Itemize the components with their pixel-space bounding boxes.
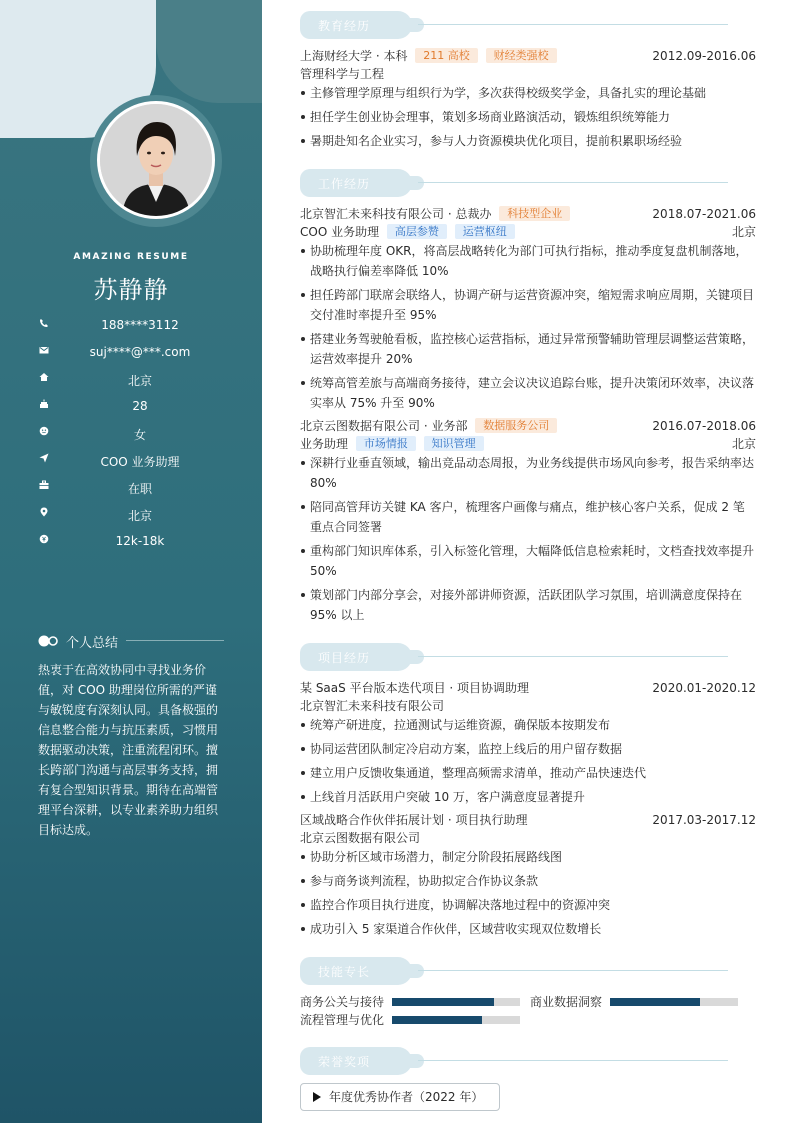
gender: 女 [133, 428, 146, 442]
project-bullets [300, 715, 756, 811]
age: 28 [132, 399, 148, 413]
email-address: suj****@***.com [89, 345, 191, 359]
award-label: 年度优秀协作者（2022 年） [329, 1090, 484, 1104]
list-item: 暑期赴知名企业实习，参与人力资源模块优化项目，提前积累职场经验 [300, 131, 756, 151]
job-city: 北京 [731, 225, 756, 239]
company-name: 北京云图数据有限公司 · 业务部 [300, 419, 468, 433]
main-content [300, 0, 756, 1123]
send-icon [38, 453, 50, 465]
section-title: 荣誉奖项 [318, 1055, 371, 1069]
skill-bar [610, 998, 738, 1006]
role-tag: 市场情报 [356, 436, 416, 451]
contact-info-list [0, 316, 262, 559]
list-item: 协助梳理年度 OKR，将高层战略转化为部门可执行指标，推动季度复盘机制落地，战略执行偏差率降低 10% [300, 241, 756, 281]
play-triangle-icon [313, 1092, 321, 1102]
list-item: 监控合作项目执行进度，协调解决落地过程中的资源冲突 [300, 895, 756, 915]
award-item[interactable] [300, 1083, 500, 1111]
resume-tagline: AMAZING RESUME [73, 252, 189, 262]
project-header-row [300, 679, 756, 697]
company-name: 北京智汇未来科技有限公司 · 总裁办 [300, 207, 492, 221]
divider [126, 640, 224, 641]
list-item: 担任学生创业协会理事，策划多场商业路演活动，锻炼组织统筹能力 [300, 107, 756, 127]
list-item: 参与商务谈判流程，协助拟定合作协议条款 [300, 871, 756, 891]
list-item: 上线首月活跃用户突破 10 万，客户满意度显著提升 [300, 787, 756, 807]
section-header-education [300, 11, 756, 39]
job-role: 业务助理 [300, 437, 349, 451]
job-bullets [300, 241, 756, 417]
target-position: COO 业务助理 [100, 455, 180, 469]
list-item: 成功引入 5 家渠道合作伙伴，区域营收实现双位数增长 [300, 919, 756, 939]
list-item: 建立用户反馈收集通道，整理高频需求清单，推动产品快速迭代 [300, 763, 756, 783]
company-tag: 数据服务公司 [475, 418, 557, 433]
section-title: 项目经历 [318, 651, 371, 665]
home-icon [38, 372, 50, 384]
list-item: 统筹产研进度，拉通测试与运维资源，确保版本按期发布 [300, 715, 756, 735]
major: 管理科学与工程 [300, 67, 385, 81]
avatar [97, 101, 215, 219]
info-row-age [0, 397, 262, 424]
project-name: 区域战略合作伙伴拓展计划 · 项目执行助理 [300, 813, 528, 827]
skill-bar-fill [610, 998, 700, 1006]
portrait-photo [100, 104, 212, 216]
skill-bar-fill [392, 998, 494, 1006]
project-header-row [300, 811, 756, 829]
info-row-status [0, 478, 262, 505]
skill-bar-fill [392, 1016, 482, 1024]
decorative-shape [156, 0, 262, 103]
list-item: 策划部门内部分享会，对接外部讲师资源，活跃团队学习氛围，培训满意度保持在 95% 以上 [300, 585, 756, 625]
list-item: 统筹高管差旅与高端商务接待，建立会议决议追踪台账，提升决策闭环效率，决议落实率从 75% 升至 90% [300, 373, 756, 413]
project-date: 2020.01-2020.12 [652, 681, 756, 695]
project-org: 北京云图数据有限公司 [300, 831, 421, 845]
divider [418, 1060, 728, 1061]
location-icon [38, 507, 50, 519]
list-item: 协助分析区域市场潜力，制定分阶段拓展路线图 [300, 847, 756, 867]
info-row-location [0, 505, 262, 532]
candidate-name: 苏静静 [93, 276, 169, 304]
company-tag: 科技型企业 [499, 206, 570, 221]
hometown: 北京 [127, 374, 152, 388]
summary-title: 个人总结 [66, 636, 119, 651]
info-row-home [0, 370, 262, 397]
salary-icon [38, 534, 50, 546]
sidebar [0, 0, 262, 1123]
section-header-awards [300, 1047, 756, 1075]
job-role: COO 业务助理 [300, 225, 380, 239]
skill-name: 商业数据洞察 [530, 995, 603, 1009]
list-item: 陪同高管拜访关键 KA 客户，梳理客户画像与痛点，维护核心客户关系，促成 2 笔重点合同签署 [300, 497, 756, 537]
summary-header [38, 632, 224, 650]
summary-text: 热衷于在高效协同中寻找业务价值，对 COO 助理岗位所需的严谨与敏锐度有深刻认同。具备极强的信息整合能力与抗压素质，习惯用数据驱动决策，注重流程闭环。擅长跨部门沟通与高层事务支持，拥有复合型知识背景。期待在高端管理平台深耕，以专业素养助力组织目标达成。 [38, 663, 219, 837]
mail-icon [38, 345, 50, 357]
toggle-dots-icon [38, 634, 60, 648]
phone-number: 188****3112 [101, 318, 179, 332]
cake-icon [38, 399, 50, 411]
list-item: 担任跨部门联席会联络人，协调产研与运营资源冲突，缩短需求响应周期，关键项目交付准时率提升至 95% [300, 285, 756, 325]
briefcase-icon [38, 480, 50, 492]
project-org-row [300, 829, 756, 847]
skill-name: 商务公关与接待 [300, 995, 385, 1009]
employment-status: 在职 [127, 482, 152, 496]
section-title: 教育经历 [318, 19, 371, 33]
role-tag: 运营枢纽 [455, 224, 515, 239]
list-item: 主修管理学原理与组织行为学，多次获得校级奖学金，具备扎实的理论基础 [300, 83, 756, 103]
list-item: 重构部门知识库体系，引入标签化管理，大幅降低信息检索耗时，文档查找效率提升 50% [300, 541, 756, 581]
divider [418, 24, 728, 25]
project-bullets [300, 847, 756, 943]
divider [418, 656, 728, 657]
job-role-row [300, 435, 756, 453]
job-role-row [300, 223, 756, 241]
job-header-row [300, 417, 756, 435]
school-tag: 211 高校 [415, 48, 478, 63]
section-header-work [300, 169, 756, 197]
list-item: 协同运营团队制定冷启动方案，监控上线后的用户留存数据 [300, 739, 756, 759]
info-row-email [0, 343, 262, 370]
gender-icon [38, 426, 50, 438]
project-org: 北京智汇未来科技有限公司 [300, 699, 445, 713]
expected-city: 北京 [127, 509, 152, 523]
skill-bar [392, 1016, 520, 1024]
project-name: 某 SaaS 平台版本迭代项目 · 项目协调助理 [300, 681, 530, 695]
major-row [300, 65, 756, 83]
project-date: 2017.03-2017.12 [652, 813, 756, 827]
section-title: 工作经历 [318, 177, 371, 191]
job-date: 2016.07-2018.06 [652, 419, 756, 433]
skill-item [530, 994, 756, 1010]
section-header-projects [300, 643, 756, 671]
expected-salary: 12k-18k [115, 534, 165, 548]
role-tag: 知识管理 [424, 436, 484, 451]
role-tag: 高层参赞 [387, 224, 447, 239]
info-row-salary [0, 532, 262, 559]
skill-item [300, 1012, 522, 1028]
job-city: 北京 [731, 437, 756, 451]
education-header-row [300, 47, 756, 65]
education-date: 2012.09-2016.06 [652, 49, 756, 63]
info-row-phone [0, 316, 262, 343]
divider [418, 182, 728, 183]
list-item: 深耕行业垂直领域，输出竞品动态周报，为业务线提供市场风向参考，报告采纳率达 80% [300, 453, 756, 493]
job-header-row [300, 205, 756, 223]
divider [418, 970, 728, 971]
school-tag: 财经类强校 [486, 48, 557, 63]
skill-bar [392, 998, 520, 1006]
job-date: 2018.07-2021.06 [652, 207, 756, 221]
phone-icon [38, 318, 50, 330]
info-row-position [0, 451, 262, 478]
school-name: 上海财经大学 · 本科 [300, 49, 408, 63]
skill-name: 流程管理与优化 [300, 1013, 385, 1027]
job-bullets [300, 453, 756, 629]
project-org-row [300, 697, 756, 715]
section-title: 技能专长 [318, 965, 371, 979]
info-row-gender [0, 424, 262, 451]
list-item: 搭建业务驾驶舱看板，监控核心运营指标，通过异常预警辅助管理层调整运营策略，运营效率提升 20% [300, 329, 756, 369]
education-bullets [300, 83, 756, 155]
section-header-skills [300, 957, 756, 985]
skill-item [300, 994, 522, 1010]
